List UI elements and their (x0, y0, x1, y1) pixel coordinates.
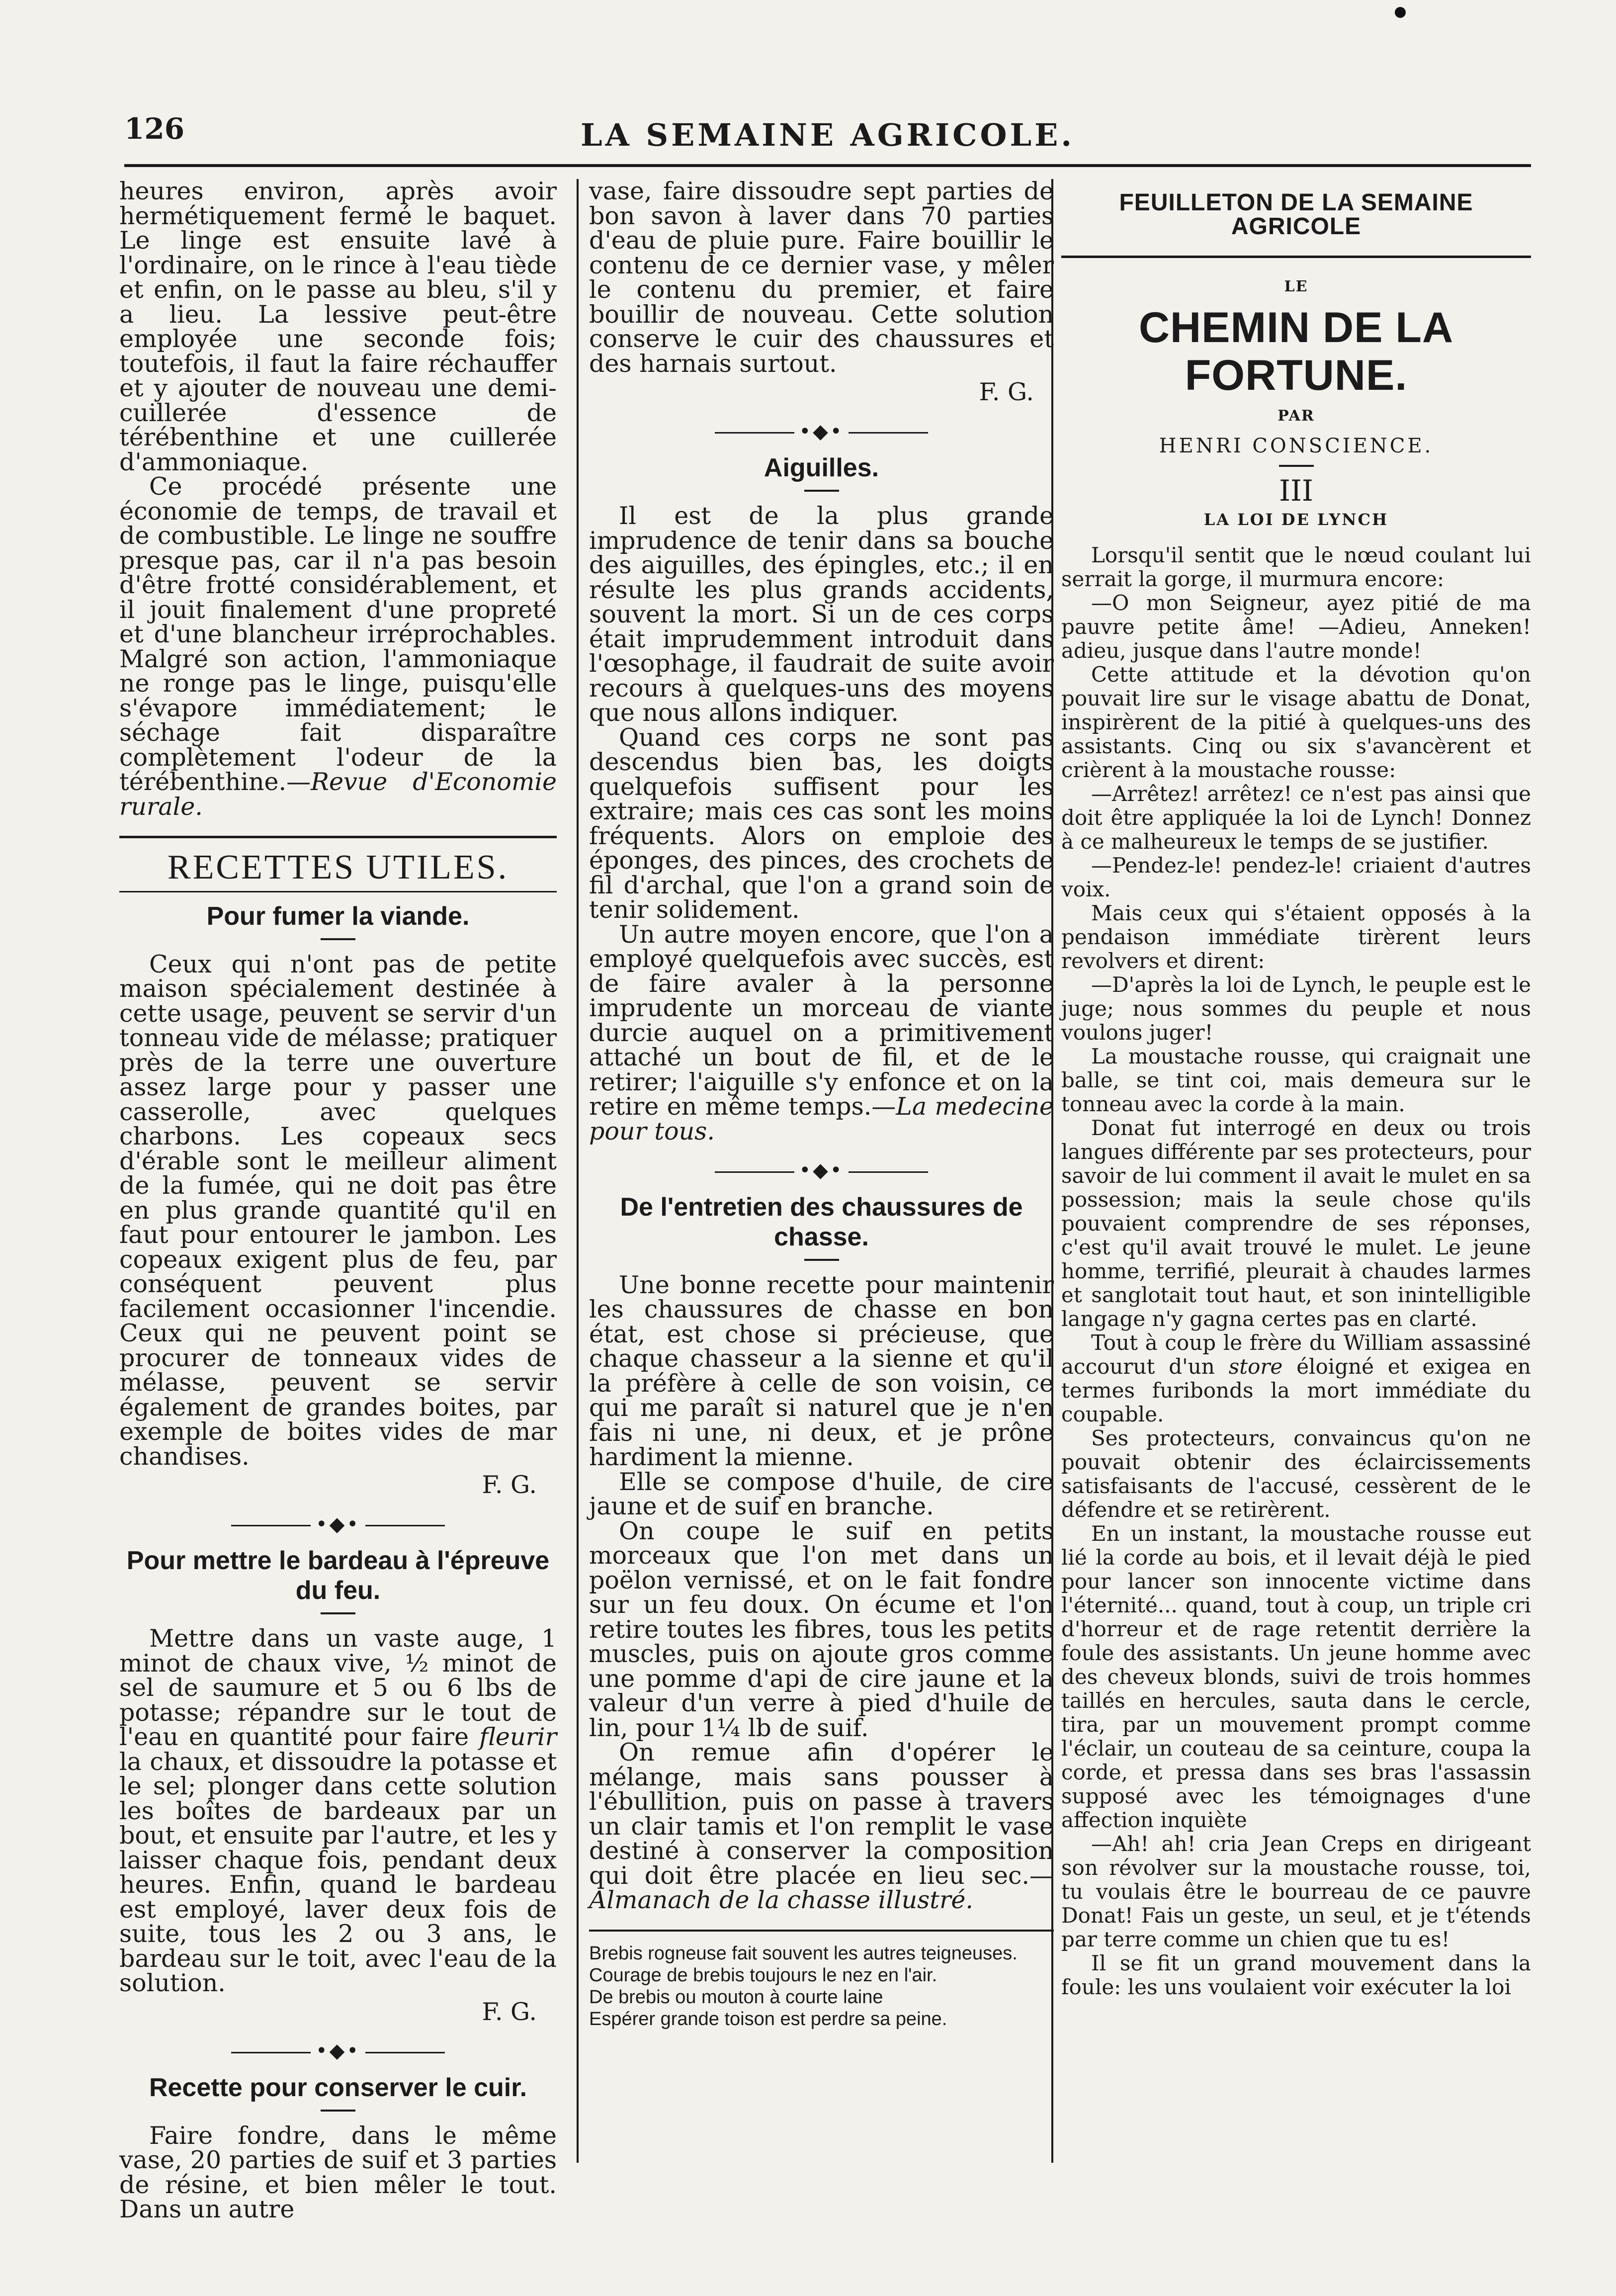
paragraph-text: Mettre dans un vaste auge, 1 minot de chaux vive, ½ minot de sel de saumure et 5 ou 6 lbs de potasse; répandre sur le tout de l'eau en quantité pour faire (119, 1624, 557, 1751)
article-heading: Aiguilles. (764, 453, 879, 482)
heading-dash (804, 490, 839, 492)
paragraph-text: la chaux, et dissoudre la potasse et le sel; plonger dans cette solution les boîtes de bardeaux par un bout, et ensuite par l'autre, et les y laisser chaque fois, pendant deux heures. Enfin, quand le bardeau est employé, laver deux fois de suite, tous les 2 ou 3 ans, le bardeau sur le toit, avec l'eau de la solution. (119, 1747, 557, 1997)
column-divider-1 (577, 179, 579, 2163)
paragraph-text: On remue afin d'opérer le mélange, mais sans pousser à l'ébullition, puis on passe à travers un clair tamis et l'on remplit le vase destiné à conserver la composition qui doit être placée en lieu sec.— (589, 1738, 1054, 1890)
paragraph: Donat fut interrogé en deux ou trois langues différente par ses protecteurs, pour savoir de lui comment il avait le mulet en sa possession; mais la seule chose qu'ils pouvaient comprendre de ses réponses, c'est qu'il avait trouvé le mulet. Le jeune homme, terrifié, pleurait à chaudes larmes et sanglotait tout haut, et son inintelligible langage n'y gagna certes pas en clarté. (1061, 1116, 1531, 1331)
heading-dash (804, 1259, 839, 1261)
column-1 (119, 177, 557, 2223)
page-header (124, 112, 1531, 164)
paragraph: heures environ, après avoir hermétiquement fermé le baquet. Le linge est ensuite lavé à l'ordinaire, on le rince à l'eau tiède et enfin, on le passe au bleu, s'il y a lieu. La lessive peut-être employée une seconde fois; toutefois, il faut la faire réchauffer et y ajouter de nouveau une demi-cuillerée d'essence de térébenthine et une cuillerée d'ammoniaque. (119, 177, 557, 476)
paragraph: Elle se compose d'huile, de cire jaune et de suif en branche. (589, 1467, 1054, 1520)
story-by: PAR (1277, 407, 1315, 425)
heading-dash (321, 2110, 355, 2112)
paragraph (119, 474, 557, 819)
section-rule (119, 836, 557, 838)
proverb-line: Espérer grande toison est perdre sa peine. (589, 2008, 947, 2030)
paragraph-text: éloigné et exigea en termes furibonds la mort immédiate du coupable. (1061, 1354, 1531, 1426)
paragraph: Quand ces corps ne sont pas descendus bien bas, les doigts quelquefois suffisent pour les extraire; mais ces cas sont les moins fréquents. Alors on emploie des éponges, des pinces, des crochets de fil d'archal, que l'on a grand soin de tenir solidement. (589, 723, 1054, 924)
italic-word: store (1228, 1354, 1283, 1379)
article-heading: Recette pour conserver le cuir. (149, 2073, 527, 2102)
paragraph: Mais ceux qui s'étaient opposés à la pendaison immédiate tirèrent leurs revolvers et dirent: (1061, 901, 1531, 973)
paragraph: —Arrêtez! arrêtez! ce n'est pas ainsi que doit être appliquée la loi de Lynch! Donnez à ce malheureux le temps de se justifier. (1061, 782, 1531, 854)
paragraph: Il se fit un grand mouvement dans la foule: les uns voulaient voir exécuter la loi (1061, 1951, 1531, 1999)
paragraph (119, 1626, 557, 1996)
paragraph: Faire fondre, dans le même vase, 20 parties de suif et 3 parties de résine, et bien mêler le tout. Dans un autre (119, 2121, 557, 2223)
story-author: HENRI CONSCIENCE. (1159, 435, 1434, 457)
heading-dash (321, 938, 355, 940)
source-citation: Almanach de la chasse illustré. (589, 1886, 973, 1914)
signature: F. G. (482, 1997, 537, 2026)
paragraph: La moustache rousse, qui craignait une balle, se tint coi, mais demeura sur le tonneau avec la corde à la main. (1061, 1044, 1531, 1116)
source-citation: Revue d'Economie rurale. (119, 768, 557, 821)
paragraph: —D'après la loi de Lynch, le peuple est le juge; nous sommes du peuple et nous voulons juger! (1061, 972, 1531, 1045)
page-number: 126 (124, 112, 185, 146)
proverb-line: Courage de brebis toujours le nez en l'air. (589, 1964, 937, 1986)
paragraph: Ses protecteurs, convaincus qu'on ne pouvait obtenir des éclaircissements satisfaisants de l'accusé, cessèrent de le défendre et se retirèrent. (1061, 1426, 1531, 1522)
paragraph: vase, faire dissoudre sept parties de bon savon à laver dans 70 parties d'eau de pluie pure. Faire bouillir le contenu de ce dernier vase, y mêler le contenu du premier, et faire bouillir de nouveau. Cette solution conserve le cuir des chaussures et des harnais surtout. (589, 177, 1054, 378)
column-2 (589, 179, 1054, 2163)
paragraph: Il est de la plus grande imprudence de tenir dans sa bouche des aiguilles, des épingles, etc.; il en résulte les plus grands accidents, souvent la mort. Si un de ces corps était imprudemment introduit dans l'œsophage, il faudrait de suite avoir recours à quelques-uns des moyens que nous allons indiquer. (589, 502, 1054, 727)
signature: F. G. (979, 378, 1034, 406)
article-heading: Pour mettre le bardeau à l'épreuve du feu. (126, 1546, 550, 1605)
proverb-line: Brebis rogneuse fait souvent les autres teigneuses. (589, 1943, 1018, 1964)
paragraph (589, 922, 1054, 1144)
paragraph: —Ah! ah! cria Jean Creps en dirigeant son révolver sur la moustache rousse, toi, tu voulais être le bourreau de ce pauvre Donat! Fais un geste, un seul, et je t'étends par terre comme un chien que tu es! (1061, 1832, 1531, 1951)
paragraph: Cette attitude et la dévotion qu'on pouvait lire sur le visage abattu de Donat, inspirèrent de la pitié à quelques-uns des assistants. Cinq ou six s'avancèrent et crièrent à la moustache rousse: (1061, 662, 1531, 782)
paragraph: Lorsqu'il sentit que le nœud coulant lui serrait la gorge, il murmura encore: (1061, 543, 1531, 591)
feuilleton-banner: FEUILLETON DE LA SEMAINE AGRICOLE (1119, 189, 1473, 240)
proverbs-block (589, 1943, 1054, 2030)
column-3-feuilleton (1061, 179, 1531, 2163)
banner-rule (1061, 256, 1531, 258)
paragraph: On coupe le suif en petits morceaux que l'on met dans un poëlon vernissé, et on le fait fondre sur un feu doux. On écume et l'on retire toutes les fibres, tous les petits muscles, puis on ajoute gros comme une pomme d'api de cire jaune et la valeur d'un verre à pied d'huile de lin, pour 1¼ lb de suif. (589, 1516, 1054, 1742)
story-title: CHEMIN DE LA FORTUNE. (1138, 304, 1454, 399)
paragraph: Une bonne recette pour maintenir les chaussures de chasse en bon état, est chose si précieuse, que chaque chasseur a la sienne et qu'il la préfère à celle de son voisin, ce qui me paraît si naturel que je n'en fais ni une, ni deux, et je prône hardiment la mienne. (589, 1270, 1054, 1471)
ink-spot (1395, 7, 1406, 18)
proverb-line: De brebis ou mouton à courte laine (589, 1986, 883, 2008)
article-heading: De l'entretien des chaussures de chasse. (620, 1192, 1023, 1251)
ornament-divider: •◆• (119, 1512, 557, 1537)
section-title: RECETTES UTILES. (167, 848, 509, 886)
paragraph: —Pendez-le! pendez-le! criaient d'autres voix. (1061, 853, 1531, 901)
heading-dash (321, 1612, 355, 1614)
paragraph: En un instant, la moustache rousse eut lié la corde au bois, et il levait déjà le pied pour lancer son innocente victime dans l'éternité... quand, tout à coup, un triple cri d'horreur et de rage retentit derrière la foule des assistants. Un jeune homme avec des cheveux blonds, suivi de trois hommes taillés en hercules, sauta dans le cercle, tira, par un mouvement prompt comme l'éclair, un couteau de sa ceinture, coupa la corde, et pressa dans ses bras l'assassin supposé avec les témoignages d'une affection inquiète (1061, 1521, 1531, 1832)
paragraph (1061, 1331, 1531, 1426)
paragraph (589, 1740, 1054, 1913)
story-article: LE (1284, 278, 1308, 295)
article-heading: Pour fumer la viande. (206, 901, 470, 931)
paragraph-text: Un autre moyen encore, que l'on a employé quelquefois avec succès, est de faire avaler à la personne imprudente un morceau de viante durcie auquel on a primitivement attaché un bout de fil, et de le retirer; l'aiguille s'y enfonce et on la retire en même temps.— (589, 920, 1054, 1121)
section-rule (119, 891, 557, 892)
proverbs-rule (589, 1930, 1054, 1932)
paragraph-text: Ce procédé présente une économie de temps, de travail et de combustible. Le linge ne souffre presque pas, car il n'a pas besoin d'être frotté considérablement, et il jouit finalement d'une propreté et d'une blancheur irréprochables. Malgré son action, l'ammoniaque ne ronge pas le linge, puisqu'elle s'évapore immédiatement; le séchage fait disparaître complètement l'odeur de la térébenthine.— (119, 472, 557, 796)
chapter-number: III (1279, 474, 1313, 508)
paragraph: Ceux qui n'ont pas de petite maison spécialement destinée à cette usage, peuvent se servir d'un tonneau vide de mélasse; pratiquer près de la terre une ouverture assez large pour y passer une casserolle, avec quelques charbons. Les copeaux secs d'érable sont le meilleur aliment de la fumée, qui ne doit pas être en plus grande quantité qu'il en faut pour entourer le jambon. Les copeaux exigent plus de feu, par conséquent peuvent plus facilement occasionner l'incendie. Ceux qui ne peuvent point se procurer de tonneaux vides de mélasse, peuvent se servir également de grandes boites, par exemple de boites vides de mar chandises. (119, 950, 557, 1471)
paragraph: —O mon Seigneur, ayez pitié de ma pauvre petite âme! —Adieu, Anneken! adieu, jusque dans l'autre monde! (1061, 591, 1531, 663)
ornament-divider: •◆• (119, 2039, 557, 2064)
chapter-title: LA LOI DE LYNCH (1203, 510, 1389, 529)
heading-dash (1279, 465, 1314, 467)
ornament-divider: •◆• (589, 1158, 1054, 1183)
header-rule (124, 164, 1531, 167)
paragraph-text: Tout à coup le frère du William assassiné accourut d'un (1061, 1330, 1531, 1379)
source-citation: La medecine pour tous. (589, 1092, 1054, 1146)
italic-word: fleurir (479, 1723, 557, 1751)
signature: F. G. (482, 1471, 537, 1499)
ornament-divider: •◆• (589, 420, 1054, 444)
running-title: LA SEMAINE AGRICOLE. (581, 117, 1075, 153)
